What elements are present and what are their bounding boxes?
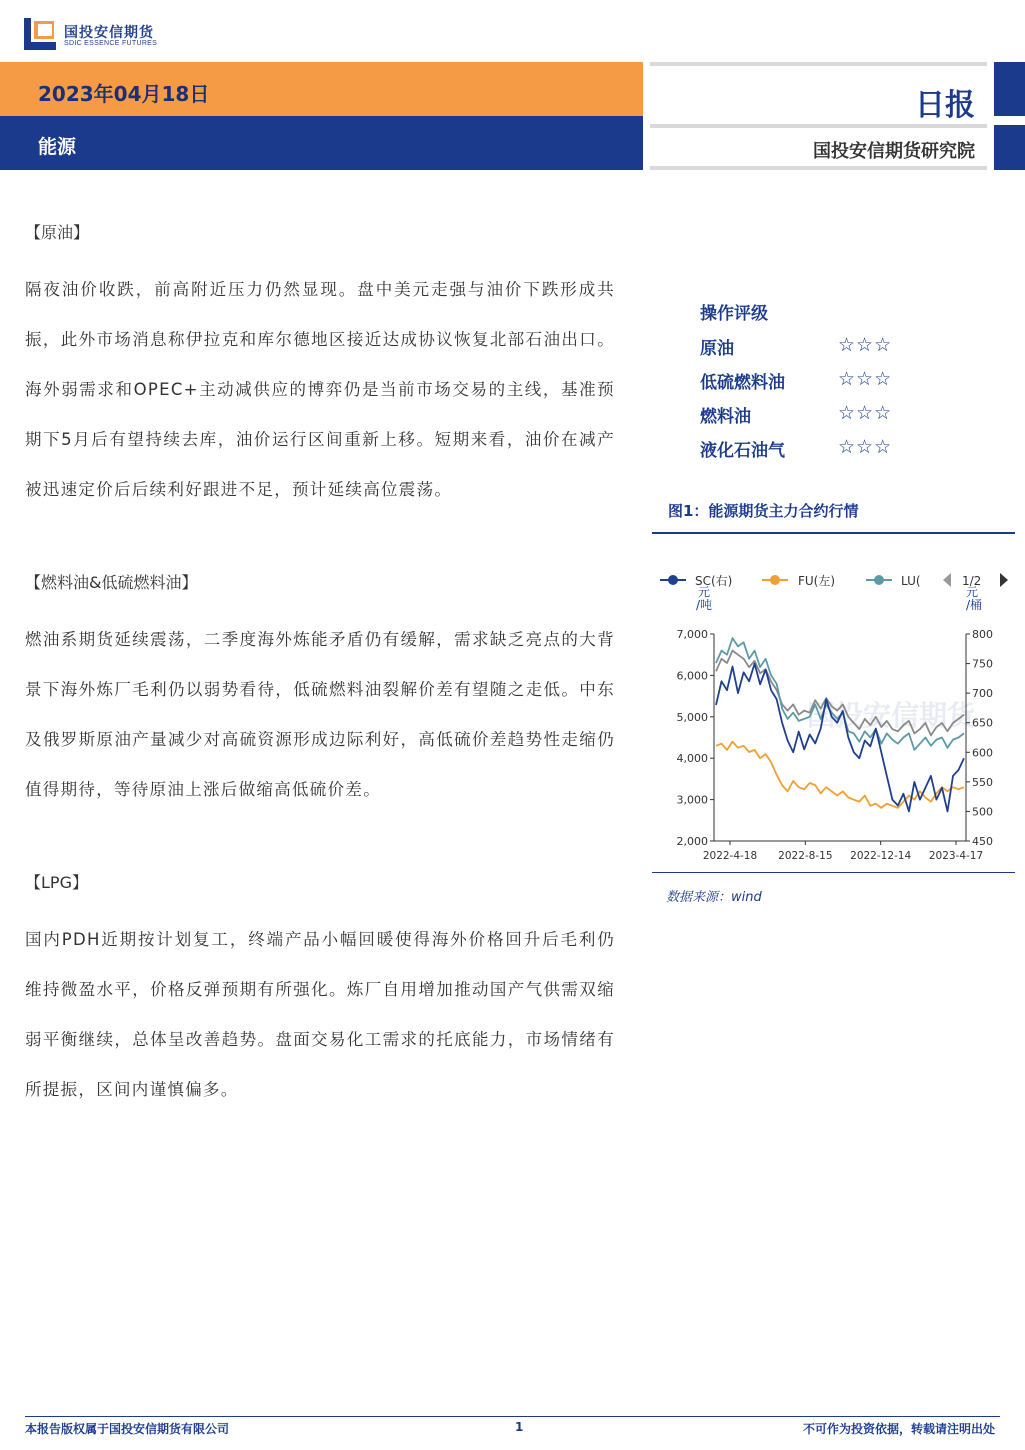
report-category: 能源 [38, 136, 77, 158]
rating-panel [700, 300, 940, 470]
rating-row-lpg [700, 436, 940, 470]
right-axis-unit-2: /桶 [966, 598, 983, 612]
series-line-fu [716, 742, 964, 808]
institute-name: 国投安信期货研究院 [813, 141, 975, 162]
left-tick-label: 6,000 [676, 669, 708, 683]
right-tick-label: 800 [972, 628, 993, 641]
main-content [25, 215, 615, 1115]
rating-stars-icon: ☆☆☆ [838, 402, 893, 424]
rating-name: 原油 [700, 339, 734, 359]
chart-watermark: 国投安信期货 [807, 699, 976, 732]
data-source: 数据来源：wind [666, 890, 762, 905]
rating-row-fu [700, 402, 940, 436]
report-type: 日报 [915, 88, 975, 123]
right-tick-label: 700 [972, 687, 993, 701]
date-bar [0, 62, 643, 116]
legend-next-icon[interactable] [1000, 573, 1008, 587]
section-title-lpg: 【LPG】 [25, 873, 88, 892]
right-tick-label: 500 [972, 805, 993, 819]
right-tick-label: 650 [972, 716, 993, 730]
left-tick-label: 2,000 [676, 835, 708, 848]
rating-stars-icon: ☆☆☆ [838, 334, 893, 356]
legend-label-fu[interactable]: FU(左) [798, 574, 836, 588]
right-tick-label: 450 [972, 835, 993, 848]
figure-title-rule [652, 532, 1015, 534]
legend-marker-lu [874, 575, 884, 585]
figure-bottom-rule [652, 872, 1015, 873]
chart-legend [660, 573, 1008, 588]
section-text-fuel: 燃油系期货延续震荡，二季度海外炼能矛盾仍有缓解，需求缺乏亮点的大背景下海外炼厂毛利仍以弱势看待，低硫燃料油裂解价差有望随之走低。中东及俄罗斯原油产量减少对高硫资源形成边际利好，高低硫价差趋势性走缩仍值得期待，等待原油上涨后做缩高低硫价差。 [25, 630, 615, 799]
logo-mark-icon [24, 18, 56, 50]
section-title-crude: 【原油】 [25, 223, 90, 242]
rating-row-lu [700, 368, 940, 402]
left-tick-label: 5,000 [676, 710, 708, 724]
section-text-lpg: 国内PDH近期按计划复工，终端产品小幅回暖使得海外价格回升后毛利仍维持微盈水平，价格反弹预期有所强化。炼厂自用增加推动国产气供需双缩弱平衡继续，总体呈改善趋势。盘面交易化工需求的托底能力，市场情绪有所提振，区间内谨慎偏多。 [25, 930, 615, 1099]
brand-name-en: SDIC ESSENCE FUTURES [64, 40, 158, 47]
x-tick-label: 2022-12-14 [850, 850, 912, 862]
right-tick-label: 600 [972, 746, 993, 760]
left-tick-label: 4,000 [676, 752, 708, 766]
left-tick-label: 7,000 [676, 628, 708, 641]
legend-label-lu[interactable]: LU( [901, 574, 921, 588]
energy-futures-chart [652, 560, 1015, 872]
section-title-fuel: 【燃料油&低硫燃料油】 [25, 573, 198, 592]
brand-name-cn: 国投安信期货 [64, 25, 154, 41]
right-tick-label: 550 [972, 775, 993, 789]
rating-name: 燃料油 [700, 407, 751, 427]
brand-logo [24, 18, 174, 54]
left-axis-unit-2: /吨 [696, 598, 713, 612]
header-rule-bottom [650, 166, 987, 170]
rating-title: 操作评级 [700, 304, 768, 324]
legend-marker-fu [770, 575, 780, 585]
right-axis-unit-1: 元 [966, 585, 979, 599]
left-tick-label: 3,000 [676, 793, 708, 807]
legend-label-sc[interactable]: SC(右) [695, 574, 733, 588]
report-header-right [650, 62, 987, 170]
x-tick-label: 2023-4-17 [928, 850, 984, 862]
report-date: 2023年04月18日 [38, 82, 210, 106]
footer-rule [25, 1416, 1000, 1417]
category-bar [0, 116, 643, 170]
x-tick-label: 2022-4-18 [702, 850, 758, 862]
rating-name: 低硫燃料油 [700, 373, 785, 393]
footer-page-number: 1 [515, 1420, 524, 1434]
legend-page: 1/2 [962, 574, 982, 588]
header-rule-top [650, 62, 987, 66]
legend-prev-icon[interactable] [943, 573, 951, 587]
series-line-lu [716, 638, 964, 750]
footer-copyright: 本报告版权属于国投安信期货有限公司 [25, 1422, 230, 1436]
legend-marker-sc [668, 575, 678, 585]
rating-stars-icon: ☆☆☆ [838, 436, 893, 458]
section-text-crude: 隔夜油价收跌，前高附近压力仍然显现。盘中美元走强与油价下跌形成共振，此外市场消息称伊拉克和库尔德地区接近达成协议恢复北部石油出口。海外弱需求和OPEC+主动减供应的博弈仍是当前市场交易的主线，基准预期下5月后有望持续去库，油价运行区间重新上移。短期来看，油价在减产被迅速定价后后续利好跟进不足，预计延续高位震荡。 [25, 280, 615, 499]
rating-name: 液化石油气 [700, 441, 785, 461]
right-tick-label: 750 [972, 657, 993, 671]
header-rule-mid [650, 124, 987, 128]
x-tick-label: 2022-8-15 [778, 850, 833, 862]
rating-stars-icon: ☆☆☆ [838, 368, 893, 390]
side-strip-bottom [994, 125, 1025, 170]
side-strip-top [994, 62, 1025, 116]
left-axis-unit-1: 元 [698, 585, 711, 599]
rating-row-crude [700, 334, 940, 368]
series-line-sc [716, 664, 964, 812]
chart-container [652, 560, 1015, 872]
footer-disclaimer: 不可作为投资依据，转载请注明出处 [802, 1422, 995, 1436]
figure-title: 图1：能源期货主力合约行情 [668, 502, 859, 520]
